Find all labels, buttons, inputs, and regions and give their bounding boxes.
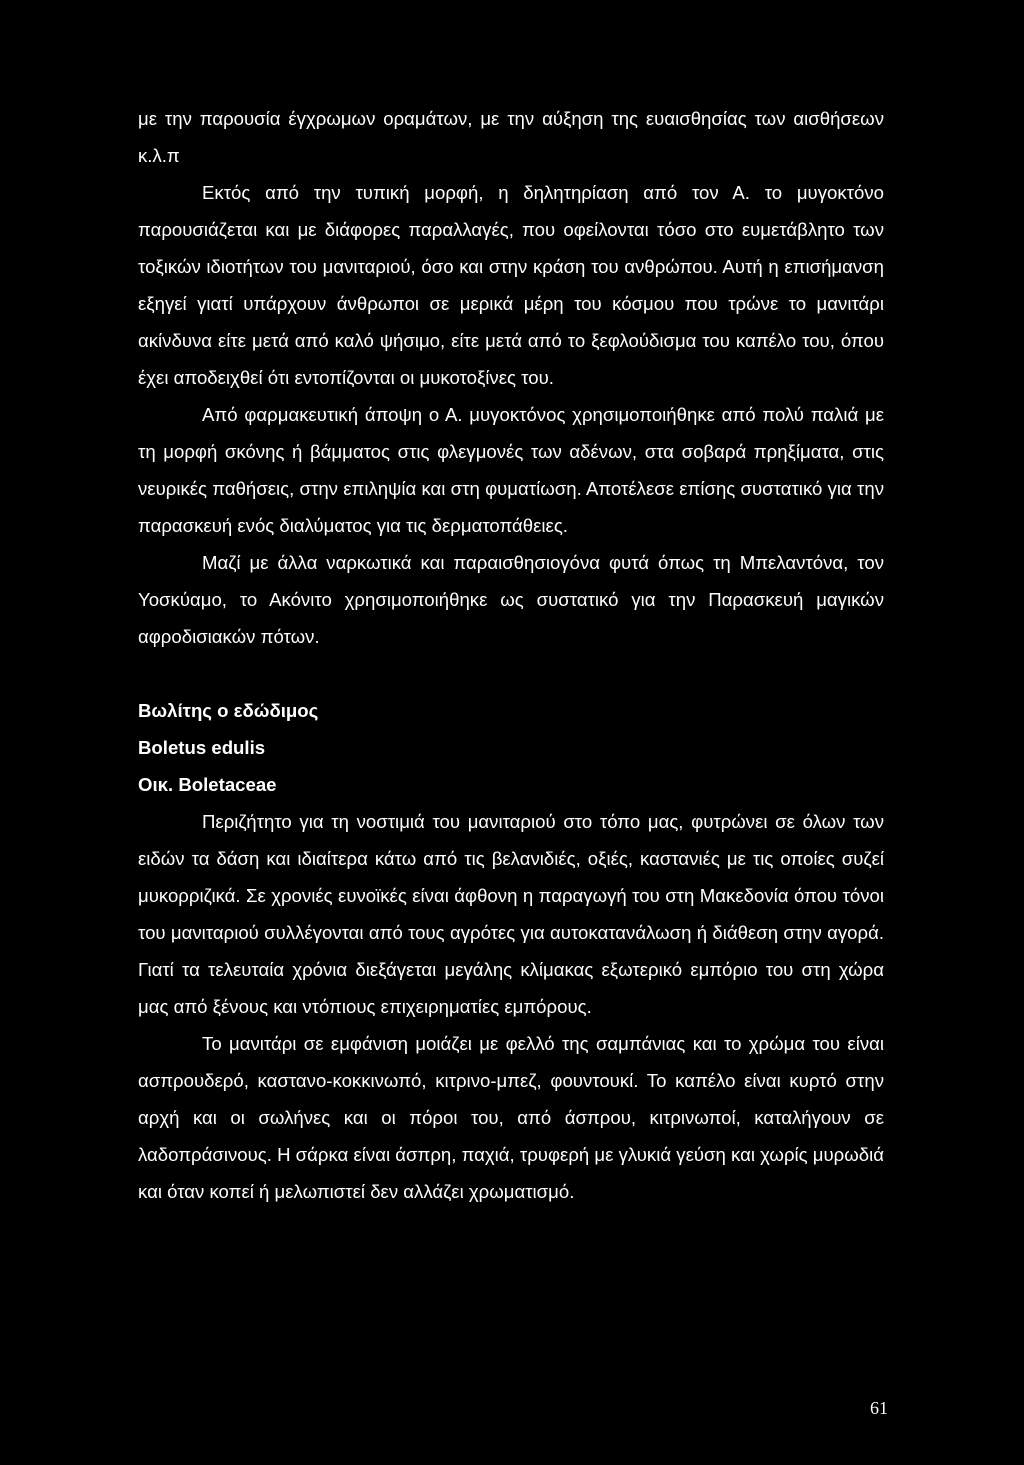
species-latin-name: Boletus edulis [138,737,266,758]
paragraph-habitat: Περιζήτητο για τη νοστιμιά του μανιταριού στο τόπο μας, φυτρώνει σε όλων των ειδών τα δάση και ιδιαίτερα κάτω από τις βελανιδιές, οξιές, καστανιές με τις οποίες συζεί μυκορριζικά. Σε χρονιές ευνοϊκές είναι άφθονη η παραγωγή του στη Μακεδονία όπου τόνοι του μανιταριού συλλέγονται από τους αγρότες για αυτοκατανάλωση ή διάθεση στην αγορά. Γιατί τα τελευταία χρόνια διεξάγεται μεγάλης κλίμακας εξωτερικό εμπόριο του στη χώρα μας από ξένους και ντόπιους επιχειρηματίες εμπόρους. [138,811,884,1017]
paragraph-description: Το μανιτάρι σε εμφάνιση μοιάζει με φελλό της σαμπάνιας και το χρώμα του είναι ασπρουδερό, καστανο-κοκκινωπό, κιτρινο-μπεζ, φουντουκί. Το καπέλο είναι κυρτό στην αρχή και οι σωλήνες και οι πόροι του, από άσπρου, κιτρινωποί, καταλήγουν σε λαδοπράσινους. Η σάρκα είναι άσπρη, παχιά, τρυφερή με γλυκιά γεύση και χωρίς μυρωδιά και όταν κοπεί ή μελωπιστεί δεν αλλάζει χρωματισμό. [138,1033,884,1202]
paragraph-poisoning-variations: Εκτός από την τυπική μορφή, η δηλητηρίαση από τον Α. το μυγοκτόνο παρουσιάζεται και με διάφορες παραλλαγές, που οφείλονται τόσο στο ευμετάβλητο των τοξικών ιδιοτήτων του μανιταριού, όσο και στην κράση του ανθρώπου. Αυτή η επισήμανση εξηγεί γιατί υπάρχουν άνθρωποι σε μερικά μέρη του κόσμου που τρώνε το μανιτάρι ακίνδυνα είτε μετά από καλό ψήσιμο, είτε μετά από το ξεφλούδισμα του καπέλο του, όπου έχει αποδειχθεί ότι εντοπίζονται οι μυκοτοξίνες του. [138,182,884,388]
paragraph-aphrodisiac-use: Μαζί με άλλα ναρκωτικά και παραισθησιογόνα φυτά όπως τη Μπελαντόνα, τον Υοσκύαμο, το Ακόνιτο χρησιμοποιήθηκε ως συστατικό για την Παρασκευή μαγικών αφροδισιακών πότων. [138,552,884,647]
species-family: Οικ. Boletaceae [138,774,277,795]
paragraph-pharmaceutical-use: Από φαρμακευτική άποψη ο Α. μυγοκτόνος χρησιμοποιήθηκε από πολύ παλιά με τη μορφή σκόνης ή βάμματος στις φλεγμονές των αδένων, στα σοβαρά πρηξίματα, στις νευρικές παθήσεις, στην επιληψία και στη φυματίωση. Αποτέλεσε επίσης συστατικό για την παρασκευή ενός διαλύματος για τις δερματοπάθειες. [138,404,884,536]
page-content [138,100,884,1210]
page-number: 61 [870,1398,888,1418]
species-common-name: Βωλίτης ο εδώδιμος [138,700,319,721]
section-spacer [138,655,884,692]
paragraph-continuation: με την παρουσία έγχρωμων οραμάτων, με την αύξηση της ευαισθησίας των αισθήσεων κ.λ.π [138,108,884,166]
